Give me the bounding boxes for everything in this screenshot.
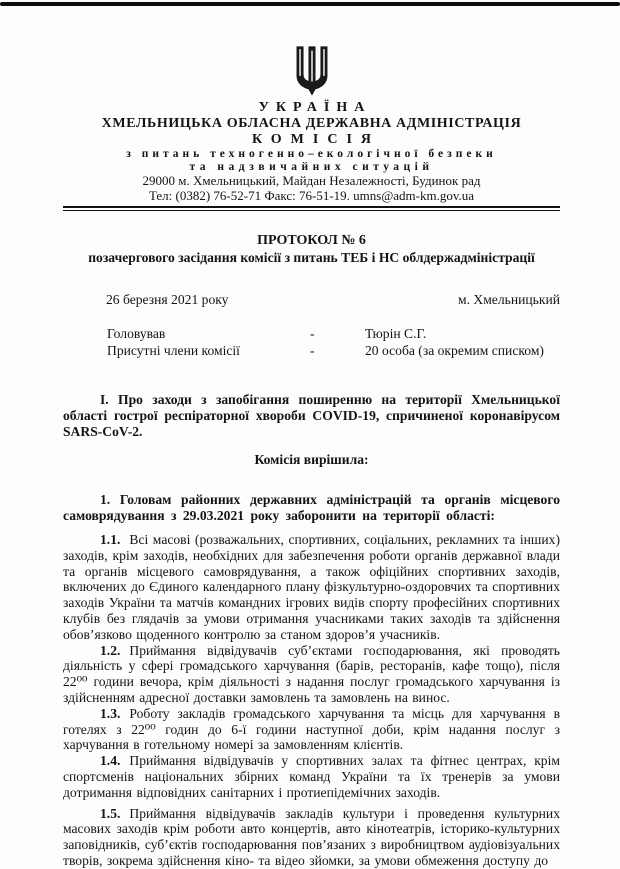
item-1-2 xyxy=(63,643,560,706)
item-1-3-text: Роботу закладів громадського харчування та місць для харчування в готелях з 22⁰⁰ годин до 6-ї години наступної доби, крім надання послуг з харчування в готельному номері за замовленням клієнтів. xyxy=(63,705,560,753)
commission-name: КОМІСІЯ xyxy=(251,132,381,147)
organization-contacts: Тел: (0382) 76-52-71 Факс: 76-51-19. umns@adm-km.gov.ua xyxy=(148,187,475,203)
decision-heading: Комісія вирішила: xyxy=(254,452,369,468)
date-row xyxy=(63,292,560,308)
item-1-1-number: 1.1. xyxy=(100,531,121,547)
item-1-4 xyxy=(63,753,560,800)
meeting-city: м. Хмельницький xyxy=(457,292,560,307)
item-1-1-text: Всі масові (розважальних, спортивних, соціальних, рекламних та інших) заходів, крім заходів, необхідних для забезпечення роботи органів державної влади та органів місцевого самоврядування, а також офіційних спортивних заходів, включених до Єдиного календарного плану фізкультурно-оздоровчих та спортивних заходів України та матчів командних ігрових видів спорту професійних спортивних клубів без глядачів за умови отримання учасниками таких заходів та здійснення обов’язково щоденного контролю за станом здоров’я учасників. xyxy=(63,531,560,642)
meeting-date: 26 березня 2021 року xyxy=(106,292,229,307)
chair-label: Головував xyxy=(107,326,166,341)
section-1-title: І. Про заходи з запобігання поширенню на території Хмельницької області гострої респіраторної хвороби COVID-19, спричиненої коронавірусом SARS-CoV-2. xyxy=(63,392,560,439)
item-1-5-text: Приймання відвідувачів закладів культури і проведення культурних масових заходів крім роботи авто концертів, авто кінотеатрів, історико-культурних заповідників, суб’єктів господарювання пов’язаних з виробництвом аудіовізуальних творів, зокрема здійснення кіно- та відео зйомки, за умови обмеження доступу до xyxy=(63,805,560,868)
item-1-5 xyxy=(63,806,560,869)
members-dash: - xyxy=(310,343,315,358)
item-1-4-text: Приймання відвідувачів у спортивних залах та фітнес центрах, крім спортсменів національних збірних команд України та їх тренерів за умови дотримання відповідних санітарних і протиепідемічних заходів. xyxy=(63,753,560,800)
attendance-grid xyxy=(63,325,560,359)
item-1-3-number: 1.3. xyxy=(100,705,121,721)
item-1-3 xyxy=(63,706,560,753)
organization-address: 29000 м. Хмельницький, Майдан Незалежності, Будинок рад xyxy=(142,173,481,188)
directive-1: 1. Головам районних державних адміністрацій та органів місцевого самоврядування з 29.03.2021 року заборонити на території області: xyxy=(63,492,560,524)
letterhead-divider xyxy=(63,206,560,211)
scan-artifact-top-edge xyxy=(0,2,620,6)
item-1-2-number: 1.2. xyxy=(100,642,121,658)
protocol-title-block xyxy=(63,232,560,266)
item-1-4-number: 1.4. xyxy=(100,753,121,769)
commission-description-line1: з питань техногенно–екологічної безпеки xyxy=(126,148,497,160)
document-body xyxy=(63,392,560,869)
protocol-subtitle: позачергового засідання комісії з питань ТЕБ і НС облдержадміністрації xyxy=(88,250,535,265)
members-label: Присутні члени комісії xyxy=(107,343,240,358)
letterhead xyxy=(63,46,560,203)
members-count: 20 особа (за окремим списком) xyxy=(365,343,544,358)
item-1-1 xyxy=(63,532,560,643)
meeting-meta xyxy=(63,292,560,359)
trident-emblem-icon xyxy=(63,46,560,96)
chair-dash: - xyxy=(310,326,315,341)
organization-name: ХМЕЛЬНИЦЬКА ОБЛАСНА ДЕРЖАВНА АДМІНІСТРАЦІЯ xyxy=(101,116,522,131)
item-1-2-text: Приймання відвідувачів суб’єктами господарювання, які проводять діяльність у сфері громадського харчування (барів, ресторанів, кафе тощо), після 22⁰⁰ години вечора, крім діяльності з надання послуг громадського харчування із здійсненням адресної доставки замовлень та замовлень на винос. xyxy=(63,642,560,705)
chair-name: Тюрін С.Г. xyxy=(365,326,427,341)
country-name: УКРАЇНА xyxy=(258,100,372,115)
commission-description-line2: та надзвичайних ситуацій xyxy=(189,161,434,173)
item-1-5-number: 1.5. xyxy=(100,805,121,821)
protocol-number-title: ПРОТОКОЛ № 6 xyxy=(257,233,366,248)
